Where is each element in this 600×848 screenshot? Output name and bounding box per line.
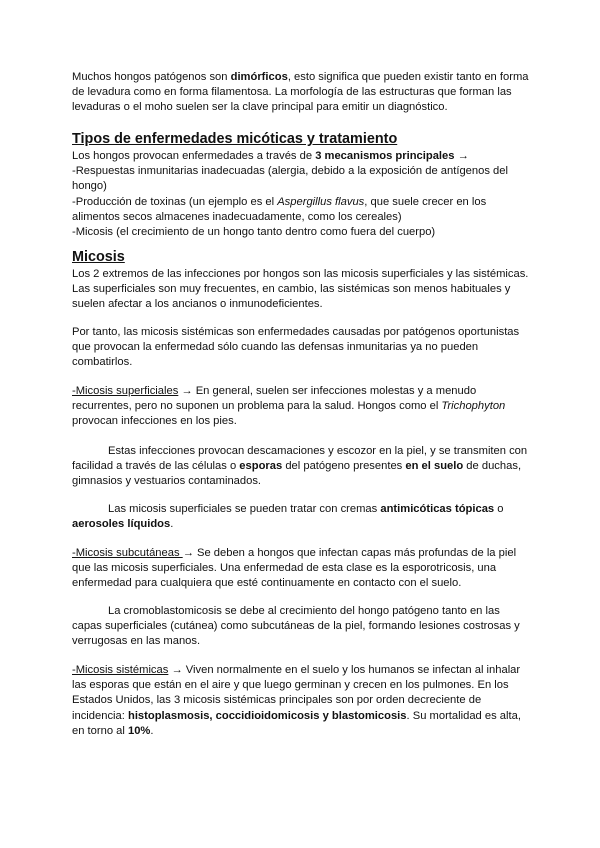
superficiales-paragraph-3	[72, 502, 542, 532]
section-heading-micosis: Micosis	[72, 249, 125, 265]
text: Las micosis superficiales se pueden tratar con cremas	[108, 503, 381, 515]
text: -Producción de toxinas (un ejemplo es el	[72, 195, 278, 208]
text: Muchos hongos patógenos son	[72, 71, 231, 83]
sistemicas-paragraph	[72, 663, 542, 739]
text-line: combatirlos.	[72, 356, 133, 369]
text: .	[170, 518, 174, 531]
underlined-term: -Micosis superficiales	[72, 385, 179, 397]
text: del patógeno presentes	[282, 460, 406, 473]
text: . Su mortalidad es alta,	[406, 709, 521, 722]
tipos-paragraph	[72, 149, 542, 240]
arrow-text: →	[454, 150, 469, 162]
bold-term: dimórficos	[230, 71, 288, 83]
text: incidencia:	[72, 709, 128, 722]
text-line: Estados Unidos, las 3 micosis sistémicas principales son por orden decreciente de	[72, 694, 482, 707]
text-line: -Micosis (el crecimiento de un hongo tanto dentro como fuera del cuerpo)	[72, 226, 436, 239]
text: Los hongos provocan enfermedades a través de	[72, 150, 316, 162]
text-line: capas superficiales (cutánea) como subcutáneas de la piel, formando lesiones costrosas y	[72, 620, 520, 633]
text: o	[494, 503, 504, 515]
text-line: que las micosis superficiales. Una enfermedad de esta clase es la esporotricosis, una	[72, 562, 497, 575]
text-line: suelen afectar a los ancianos o inmunodeficientes.	[72, 298, 323, 311]
text-line: que provocan la enfermedad sólo cuando las defensas inmunitarias ya no pueden	[72, 341, 479, 354]
text: → Viven normalmente en el suelo y los humanos se infectan al inhalar	[168, 664, 521, 676]
bold-term: histoplasmosis, coccidioidomicosis y blastomicosis	[127, 709, 407, 722]
text-line: enfermedad para cualquiera que esté continuamente en contacto con el suelo.	[72, 577, 462, 590]
bold-term: esporas	[239, 460, 283, 473]
italic-term: Aspergillus flavus	[277, 195, 365, 208]
text-line: Estas infecciones provocan descamaciones y escozor en la piel, y se transmiten con	[108, 445, 528, 457]
text: , esto significa que pueden existir tanto en forma	[287, 71, 529, 83]
intro-paragraph	[72, 70, 542, 116]
text: recurrentes, pero no suponen un problema para la salud. Hongos como el	[72, 400, 442, 413]
text-line: gimnasios y vestuarios contaminados.	[72, 475, 262, 488]
text: , que suele crecer en los	[364, 195, 487, 208]
underlined-term: -Micosis sistémicas	[72, 664, 169, 676]
bold-term: antimicóticas tópicas	[380, 503, 495, 515]
text-line: Los 2 extremos de las infecciones por hongos son las micosis superficiales y las sistémicas.	[72, 268, 529, 280]
text: de duchas,	[463, 460, 522, 473]
bold-term: en el suelo	[405, 460, 464, 473]
text-line: provocan infecciones en los pies.	[72, 415, 237, 428]
text: → En general, suelen ser infecciones molestas y a menudo	[178, 385, 477, 397]
italic-term: Trichophyton	[441, 400, 506, 413]
subcutaneas-paragraph-1	[72, 546, 542, 592]
micosis-paragraph-1	[72, 267, 542, 313]
bold-term: 10%	[127, 724, 151, 737]
text-line: Las superficiales son muy frecuentes, en cambio, las sistémicas son menos habituales y	[72, 283, 511, 296]
text-line: de levadura como en forma filamentosa. La morfología de las estructuras que forman las	[72, 86, 512, 99]
text: en torno al	[72, 724, 128, 737]
text-line: alimentos secos almacenes inadecuadamente, como los cereales)	[72, 210, 402, 223]
micosis-paragraph-2	[72, 325, 542, 371]
text-line: hongo)	[72, 180, 107, 193]
text-line: Por tanto, las micosis sistémicas son enfermedades causadas por patógenos oportunistas	[72, 326, 520, 338]
underlined-term: -Micosis subcutáneas	[72, 547, 183, 559]
bold-term: aerosoles líquidos	[72, 518, 171, 531]
superficiales-paragraph-1	[72, 384, 542, 430]
text: → Se deben a hongos que infectan capas más profundas de la piel	[182, 547, 517, 559]
superficiales-paragraph-2	[72, 444, 542, 490]
subcutaneas-paragraph-2	[72, 604, 542, 650]
text-line: -Respuestas inmunitarias inadecuadas (alergia, debido a la exposición de antígenos del	[72, 165, 508, 178]
text-line: las esporas que están en el aire y que luego germinan y crecen en los pulmones. En los	[72, 679, 509, 692]
text: .	[150, 724, 154, 737]
text: facilidad a través de las células o	[72, 460, 240, 473]
text-line: levaduras o el moho suelen ser la clave principal para emitir un diagnóstico.	[72, 101, 448, 114]
bold-term: 3 mecanismos principales	[315, 150, 455, 162]
text-line: La cromoblastomicosis se debe al crecimiento del hongo patógeno tanto en las	[108, 605, 500, 617]
text-line: verrugosas en las manos.	[72, 635, 201, 648]
section-heading-tipos: Tipos de enfermedades micóticas y tratamiento	[72, 131, 398, 147]
